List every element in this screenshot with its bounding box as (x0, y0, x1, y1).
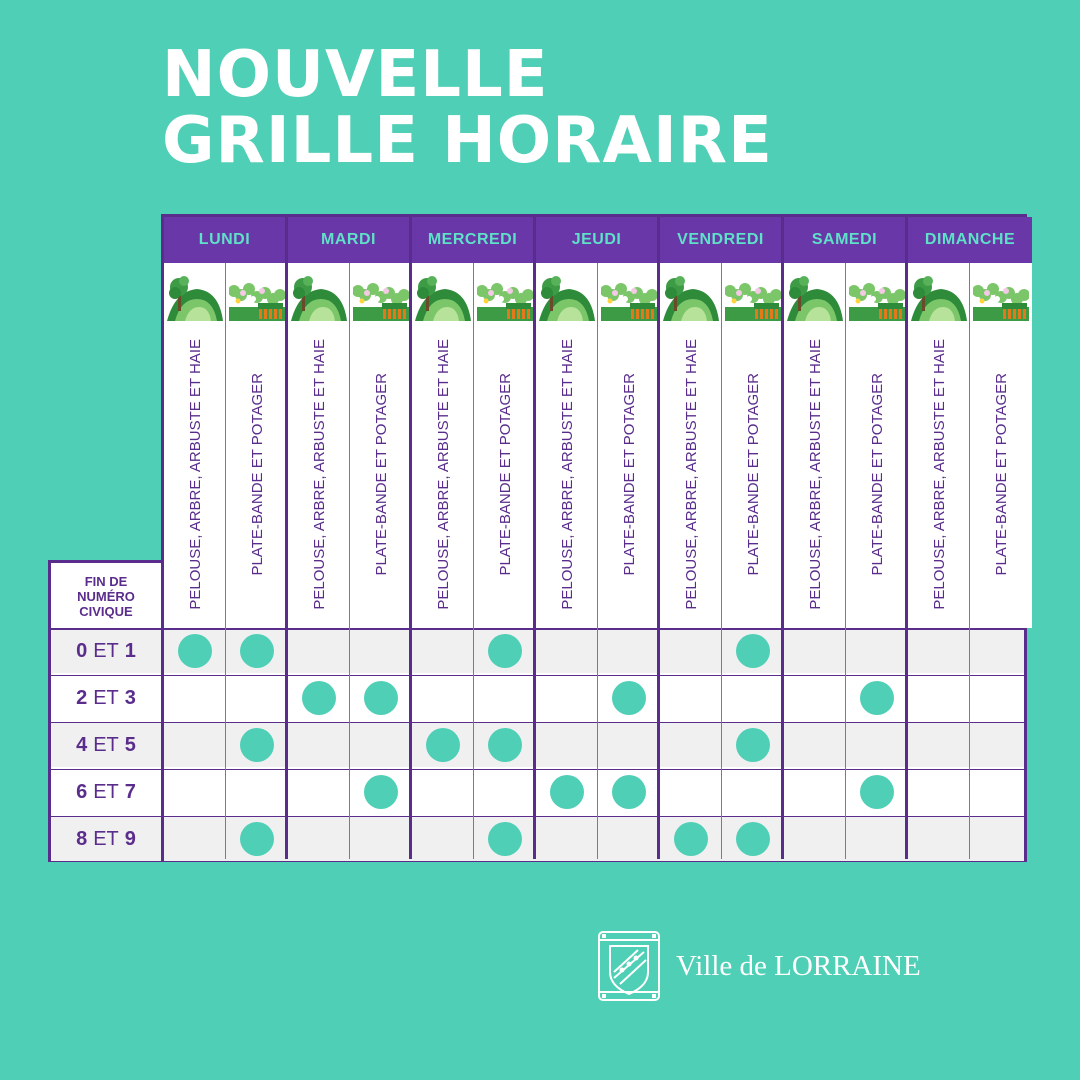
flower-garden-icon (970, 263, 1032, 321)
watering-dot (364, 775, 398, 809)
subcolumn-divider (597, 263, 598, 859)
watering-dot (612, 775, 646, 809)
watering-dot (736, 728, 770, 762)
row-digit-start: 6 (76, 780, 88, 803)
column-label-text: PELOUSE, ARBRE, ARBUSTE ET HAIE (434, 339, 452, 610)
row-digit-end: 9 (124, 827, 136, 850)
row-label-8-9 (51, 817, 161, 861)
civic-number-header (51, 563, 161, 629)
day-header-mardi: MARDI (288, 217, 409, 263)
row-digit-end: 1 (124, 639, 136, 662)
row-label-2-3 (51, 676, 161, 720)
row-divider (51, 675, 1024, 676)
column-label-lawn (288, 321, 350, 628)
table-row (164, 723, 1024, 767)
subcolumn-divider (845, 263, 846, 859)
flower-garden-icon (350, 263, 412, 321)
row-conjunction: ET (93, 686, 119, 709)
city-logo (596, 926, 936, 1006)
row-digit-start: 0 (76, 639, 88, 662)
column-label-text: PLATE-BANDE ET POTAGER (372, 373, 390, 576)
watering-dot (736, 634, 770, 668)
watering-dot (550, 775, 584, 809)
column-label-lawn (784, 321, 846, 628)
column-label-garden (350, 321, 412, 628)
watering-dot (302, 681, 336, 715)
column-label-text: PLATE-BANDE ET POTAGER (248, 373, 266, 576)
row-digit-end: 7 (124, 780, 136, 803)
watering-dot (426, 728, 460, 762)
column-label-garden (226, 321, 288, 628)
tree-hill-icon (536, 263, 598, 321)
watering-dot (178, 634, 212, 668)
row-divider (51, 722, 1024, 723)
subcolumn-divider (721, 263, 722, 859)
table-row (164, 770, 1024, 814)
table-row (164, 676, 1024, 720)
column-label-text: PLATE-BANDE ET POTAGER (868, 373, 886, 576)
flower-garden-icon (846, 263, 908, 321)
column-label-text: PELOUSE, ARBRE, ARBUSTE ET HAIE (558, 339, 576, 610)
watering-dot (488, 634, 522, 668)
watering-dot (488, 822, 522, 856)
day-divider (657, 217, 660, 859)
row-divider (51, 816, 1024, 817)
flower-garden-icon (722, 263, 784, 321)
day-header-lundi: LUNDI (164, 217, 285, 263)
row-digit-start: 2 (76, 686, 88, 709)
tree-hill-icon (164, 263, 226, 321)
row-label-4-5 (51, 723, 161, 767)
subcolumn-divider (473, 263, 474, 859)
column-label-garden (722, 321, 784, 628)
row-digit-start: 4 (76, 733, 88, 756)
day-divider (905, 217, 908, 859)
city-name: Ville de LORRAINE (676, 949, 921, 982)
column-label-text: PELOUSE, ARBRE, ARBUSTE ET HAIE (806, 339, 824, 610)
tree-hill-icon (288, 263, 350, 321)
column-label-garden (846, 321, 908, 628)
day-header-jeudi: JEUDI (536, 217, 657, 263)
row-digit-start: 8 (76, 827, 88, 850)
column-label-lawn (660, 321, 722, 628)
day-header-samedi: SAMEDI (784, 217, 905, 263)
flower-garden-icon (474, 263, 536, 321)
row-label-0-1 (51, 629, 161, 673)
tree-hill-icon (412, 263, 474, 321)
watering-dot (674, 822, 708, 856)
row-divider (51, 628, 1024, 630)
watering-dot (736, 822, 770, 856)
day-header-dimanche: DIMANCHE (908, 217, 1032, 263)
column-label-lawn (412, 321, 474, 628)
day-header-mercredi: MERCREDI (412, 217, 533, 263)
row-label-6-7 (51, 770, 161, 814)
column-label-text: PELOUSE, ARBRE, ARBUSTE ET HAIE (682, 339, 700, 610)
lorraine-crest-icon (596, 926, 662, 1006)
row-conjunction: ET (93, 780, 119, 803)
tree-hill-icon (908, 263, 970, 321)
day-divider (285, 217, 288, 859)
watering-dot (860, 681, 894, 715)
day-divider (781, 217, 784, 859)
column-label-lawn (536, 321, 598, 628)
column-label-text: PLATE-BANDE ET POTAGER (620, 373, 638, 576)
row-conjunction: ET (93, 733, 119, 756)
row-divider (51, 769, 1024, 770)
watering-dot (364, 681, 398, 715)
row-conjunction: ET (93, 639, 119, 662)
day-divider (533, 217, 536, 859)
watering-dot (240, 728, 274, 762)
table-row (164, 629, 1024, 673)
column-label-text: PLATE-BANDE ET POTAGER (744, 373, 762, 576)
subcolumn-divider (969, 263, 970, 859)
watering-dot (860, 775, 894, 809)
row-header-line-1: FIN DE (84, 573, 128, 589)
day-divider (409, 217, 412, 859)
subcolumn-divider (225, 263, 226, 859)
page-title (162, 38, 773, 178)
flower-garden-icon (598, 263, 660, 321)
table-row (164, 817, 1024, 861)
row-header-line-2: NUMÉRO (77, 588, 135, 604)
column-label-lawn (908, 321, 970, 628)
column-label-lawn (164, 321, 226, 628)
column-label-text: PLATE-BANDE ET POTAGER (496, 373, 514, 576)
row-digit-end: 3 (124, 686, 136, 709)
column-label-text: PELOUSE, ARBRE, ARBUSTE ET HAIE (930, 339, 948, 610)
watering-dot (488, 728, 522, 762)
row-conjunction: ET (93, 827, 119, 850)
watering-dot (240, 822, 274, 856)
title-line-1: NOUVELLE (162, 38, 549, 112)
watering-dot (612, 681, 646, 715)
row-digit-end: 5 (124, 733, 136, 756)
tree-hill-icon (784, 263, 846, 321)
flower-garden-icon (226, 263, 288, 321)
row-header-line-3: CIVIQUE (79, 603, 133, 619)
subcolumn-divider (349, 263, 350, 859)
watering-dot (240, 634, 274, 668)
column-label-text: PELOUSE, ARBRE, ARBUSTE ET HAIE (186, 339, 204, 610)
column-label-text: PLATE-BANDE ET POTAGER (992, 373, 1010, 576)
column-label-text: PELOUSE, ARBRE, ARBUSTE ET HAIE (310, 339, 328, 610)
day-header-vendredi: VENDREDI (660, 217, 781, 263)
column-label-garden (474, 321, 536, 628)
title-line-2: GRILLE HORAIRE (162, 104, 773, 178)
column-label-garden (970, 321, 1032, 628)
tree-hill-icon (660, 263, 722, 321)
column-label-garden (598, 321, 660, 628)
